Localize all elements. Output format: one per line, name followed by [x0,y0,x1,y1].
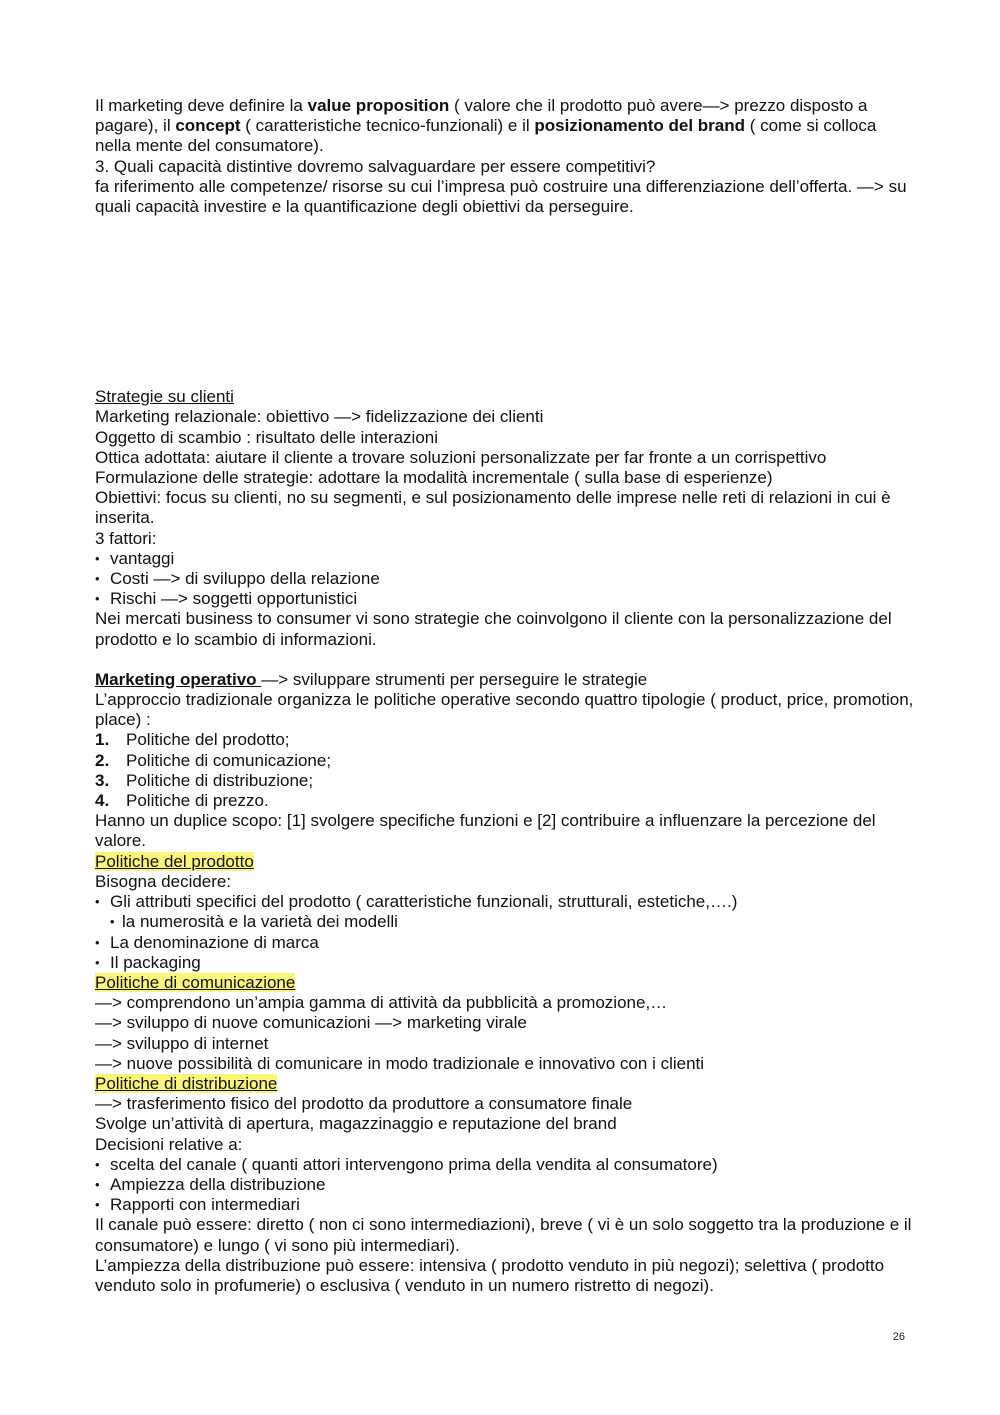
list-item: 3. Politiche di distribuzione; [95,770,314,790]
brand-positioning-term: posizionamento del brand [534,116,745,136]
distribuzione-ampiezza: L’ampiezza della distribuzione può essere: intensiva ( prodotto venduto in più negozi); selettiva ( prodotto venduto solo in profumerie) o esclusiva ( venduto in un numero ristretto di negozi). [95,1255,885,1295]
blank-space [95,217,915,387]
list-item: 2. Politiche di comunicazione; [95,750,332,770]
comunicazione-line: —> comprendono un’ampia gamma di attività da pubblicità a promozione,… [95,993,668,1013]
subsection-heading-distribuzione: Politiche di distribuzione [95,1073,278,1093]
subsection-heading-comunicazione: Politiche di comunicazione [95,972,296,992]
clienti-line: Oggetto di scambio : risultato delle interazioni [95,427,439,447]
concept-term: concept [175,116,241,136]
distribuzione-line: —> trasferimento fisico del prodotto da produttore a consumatore finale [95,1094,633,1114]
clienti-line: Obiettivi: focus su clienti, no su segmenti, e sul posizionamento delle imprese nelle reti di relazioni in cui è inserita. [95,488,891,528]
prodotto-intro: Bisogna decidere: [95,871,232,891]
section-heading-clienti: Strategie su clienti [95,387,234,407]
value-proposition-term: value proposition [307,96,450,115]
subsection-heading-prodotto: Politiche del prodotto [95,851,254,871]
question-3: 3. Quali capacità distintive dovremo salvaguardare per essere competitivi? [95,156,656,176]
list-item: • vantaggi [95,549,915,569]
list-item: • scelta del canale ( quanti attori intervengono prima della vendita al consumatore) [95,1155,915,1175]
operativo-intro: L’approccio tradizionale organizza le politiche operative secondo quattro tipologie ( product, price, promotion, place) : [95,690,914,730]
distribuzione-line: Decisioni relative a: [95,1134,243,1154]
question-3-answer: fa riferimento alle competenze/ risorse su cui l’impresa può costruire una differenziazione dell’offerta. —> su quali capacità investire e la quantificazione degli obiettivi da perseguire. [95,176,907,217]
document-page [95,96,915,1296]
list-item: • Ampiezza della distribuzione [95,1175,915,1195]
page-number: 26 [892,1331,905,1343]
list-item: 1. Politiche del prodotto; [95,730,290,750]
clienti-line: Ottica adottata: aiutare il cliente a trovare soluzioni personalizzate per far fronte a un corrispettivo [95,447,827,467]
comunicazione-line: —> nuove possibilità di comunicare in modo tradizionale e innovativo con i clienti [95,1053,705,1073]
clienti-line: 3 fattori: [95,528,157,548]
list-item: • Il packaging [95,953,915,973]
list-item: • la numerosità e la varietà dei modelli [95,912,915,932]
list-item: • Rapporti con intermediari [95,1195,915,1215]
clienti-line: Formulazione delle strategie: adottare la modalità incrementale ( sulla base di esperienze) [95,468,773,488]
list-item: 4. Politiche di prezzo. [95,791,269,811]
operativo-scope: Hanno un duplice scopo: [1] svolgere specifiche funzioni e [2] contribuire a influenzare la percezione del valore. [95,811,876,851]
distribuzione-canale: Il canale può essere: diretto ( non ci sono intermediazioni), breve ( vi è un solo soggetto tra la produzione e il consumatore) e lungo ( vi sono più intermediari). [95,1215,912,1255]
distribuzione-line: Svolge un’attività di apertura, magazzinaggio e reputazione del brand [95,1114,617,1134]
list-item: • Rischi —> soggetti opportunistici [95,589,915,609]
clienti-closing: Nei mercati business to consumer vi sono strategie che coinvolgono il cliente con la personalizzazione del prodotto e lo scambio di informazioni. [95,609,892,649]
clienti-line: Marketing relazionale: obiettivo —> fidelizzazione dei clienti [95,407,544,427]
list-item: • Gli attributi specifici del prodotto ( caratteristiche funzionali, strutturali, estetiche,….) [95,892,915,912]
list-item: • Costi —> di sviluppo della relazione [95,569,915,589]
spacer [95,650,915,670]
list-item: • La denominazione di marca [95,933,915,953]
intro-paragraph: Il marketing deve definire la value proposition ( valore che il prodotto può avere—> prezzo disposto a pagare), il concept ( caratteristiche tecnico-funzionali) e il posizionamento del brand ( come si colloca nella mente del consumatore). [95,96,877,156]
comunicazione-line: —> sviluppo di nuove comunicazioni —> marketing virale [95,1013,527,1033]
comunicazione-line: —> sviluppo di internet [95,1033,269,1053]
section-heading-operativo: Marketing operativo —> sviluppare strumenti per perseguire le strategie [95,669,648,689]
